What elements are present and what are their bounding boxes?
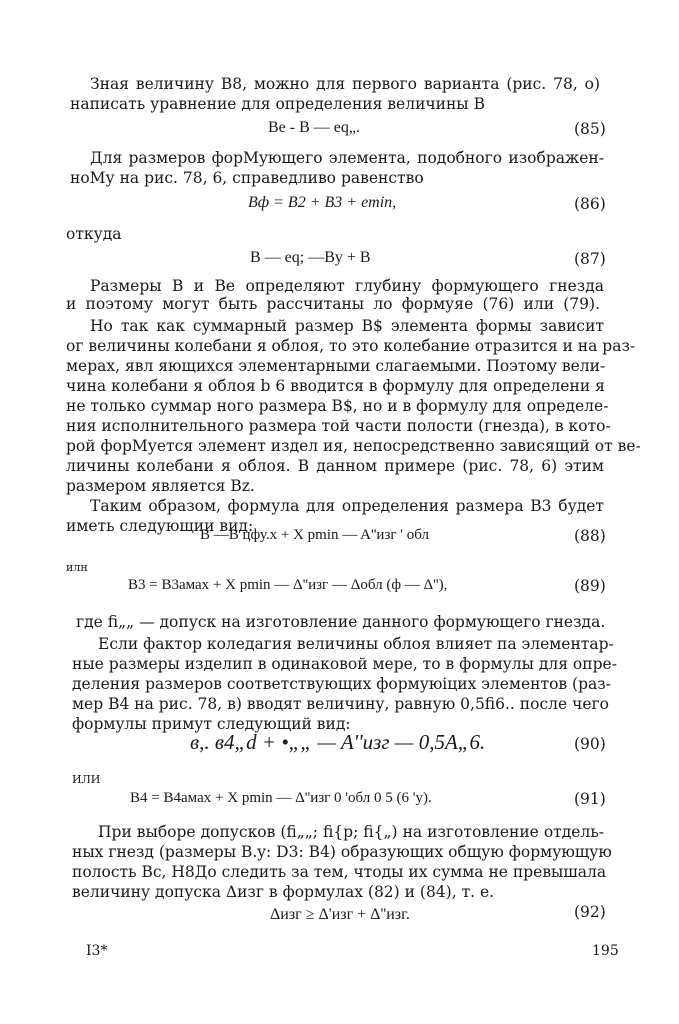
paragraph-line: Но так как суммарный размер B$ элемента формы зависит	[90, 317, 604, 335]
paragraph-line: Зная величину B8, можно для первого варианта (рис. 78, о)	[90, 75, 600, 93]
equation-91: B4 = B4aмax + X pmin — Δ''изг 0 'обл 0 5 (6 'у).	[130, 790, 432, 806]
paragraph-line: не только суммар ного размера B$, но и в формулу для определе-	[66, 397, 609, 415]
equation-89: B3 = B3амах + X pmin — Δ''изг — Δобл (ф — Δ''),	[128, 577, 448, 593]
paragraph-line: ог величины колебани я облоя, то это колебание отразится и на раз-	[66, 337, 636, 355]
paragraph-line: Для размеров форМующего элемента, подобного изображен-	[90, 149, 604, 167]
equation-92: Δизг ≥ Δ'изг + Δ''изг.	[270, 906, 410, 923]
paragraph-line: рой форМуется элемент издел ия, непосредственно зависящий от ве-	[66, 437, 641, 455]
paragraph-line: формулы примут следующий вид:	[72, 715, 351, 733]
paragraph-line: При выборе допусков (fi„„; fi{p; fi{„) на изготовление отдель-	[98, 823, 604, 841]
equation-90: в,. в4„d + •„„ — A''изг — 0,5A„6.	[190, 730, 486, 754]
paragraph-line: мер B4 на рис. 78, в) вводят величину, равную 0,5fi6.. после чего	[72, 695, 609, 713]
equation-number: (91)	[574, 790, 606, 808]
paragraph-line: ИЛИ	[72, 773, 101, 786]
equation-number: (85)	[574, 120, 606, 138]
equation-87: B — eq; —By + B	[250, 249, 371, 266]
paragraph-line: величину допуска Δизг в формулах (82) и (84), т. е.	[72, 883, 495, 901]
paragraph-line: и поэтому могут быть рассчитаны ло формуяе (76) или (79).	[66, 295, 600, 313]
equation-88: B —B цфу.x + X pmin — A''изг ' обл	[200, 527, 429, 543]
paragraph-line: написать уравнение для определения величины B	[70, 95, 485, 113]
equation-86: Bф = B2 + B3 + emin,	[248, 194, 397, 211]
equation-number: (88)	[574, 527, 606, 545]
paragraph-line: ных гнезд (размеры B.y: D3: B4) образующих общую формующую	[72, 843, 612, 861]
paragraph-line: откуда	[66, 225, 122, 243]
paragraph-line: где fi„„ — допуск на изготовление данного формующего гнезда.	[76, 613, 606, 631]
paragraph-line: личины колебани я облоя. В данном примере (рис. 78, 6) этим	[66, 457, 604, 475]
paragraph-line: иметь следующии вид:	[66, 517, 254, 535]
equation-number: (89)	[574, 577, 606, 595]
equation-number: (92)	[574, 903, 606, 921]
equation-number: (90)	[574, 735, 606, 753]
equation-number: (86)	[574, 195, 606, 213]
paragraph-line: размером является Bz.	[66, 477, 255, 495]
paragraph-line: ные размеры изделип в одинаковой мере, то в формулы для опре-	[72, 655, 617, 673]
signature-mark: I3*	[86, 943, 108, 959]
equation-85: Be - B — eq„.	[268, 119, 360, 136]
paragraph-line: ния исполнительного размера той части полости (гнезда), в кото-	[66, 417, 611, 435]
paragraph-line: деления размеров соответствующих формуюіцих элементов (раз-	[72, 675, 611, 693]
paragraph-line: Если фактор коледагия величины облоя влияет па элементар-	[98, 635, 614, 653]
paragraph-line: Таким образом, формула для определения размера B3 будет	[90, 497, 604, 515]
equation-number: (87)	[574, 250, 606, 268]
page-number: 195	[592, 943, 619, 959]
paragraph-line: Размеры B и Be определяют глубину формующего гнезда	[90, 277, 604, 295]
paragraph-line: ноМу на рис. 78, 6, справедливо равенство	[70, 169, 424, 187]
paragraph-line: чина колебани я облоя b 6 вводится в формулу для определени я	[66, 377, 605, 395]
paragraph-line: мерах, явл яющихся элементарными слагаемыми. Поэтому вели-	[66, 357, 606, 375]
paragraph-line: полость Bc, Н8До следить за тем, чтоды их сумма не превышала	[72, 863, 607, 881]
paragraph-line: илн	[66, 561, 88, 574]
